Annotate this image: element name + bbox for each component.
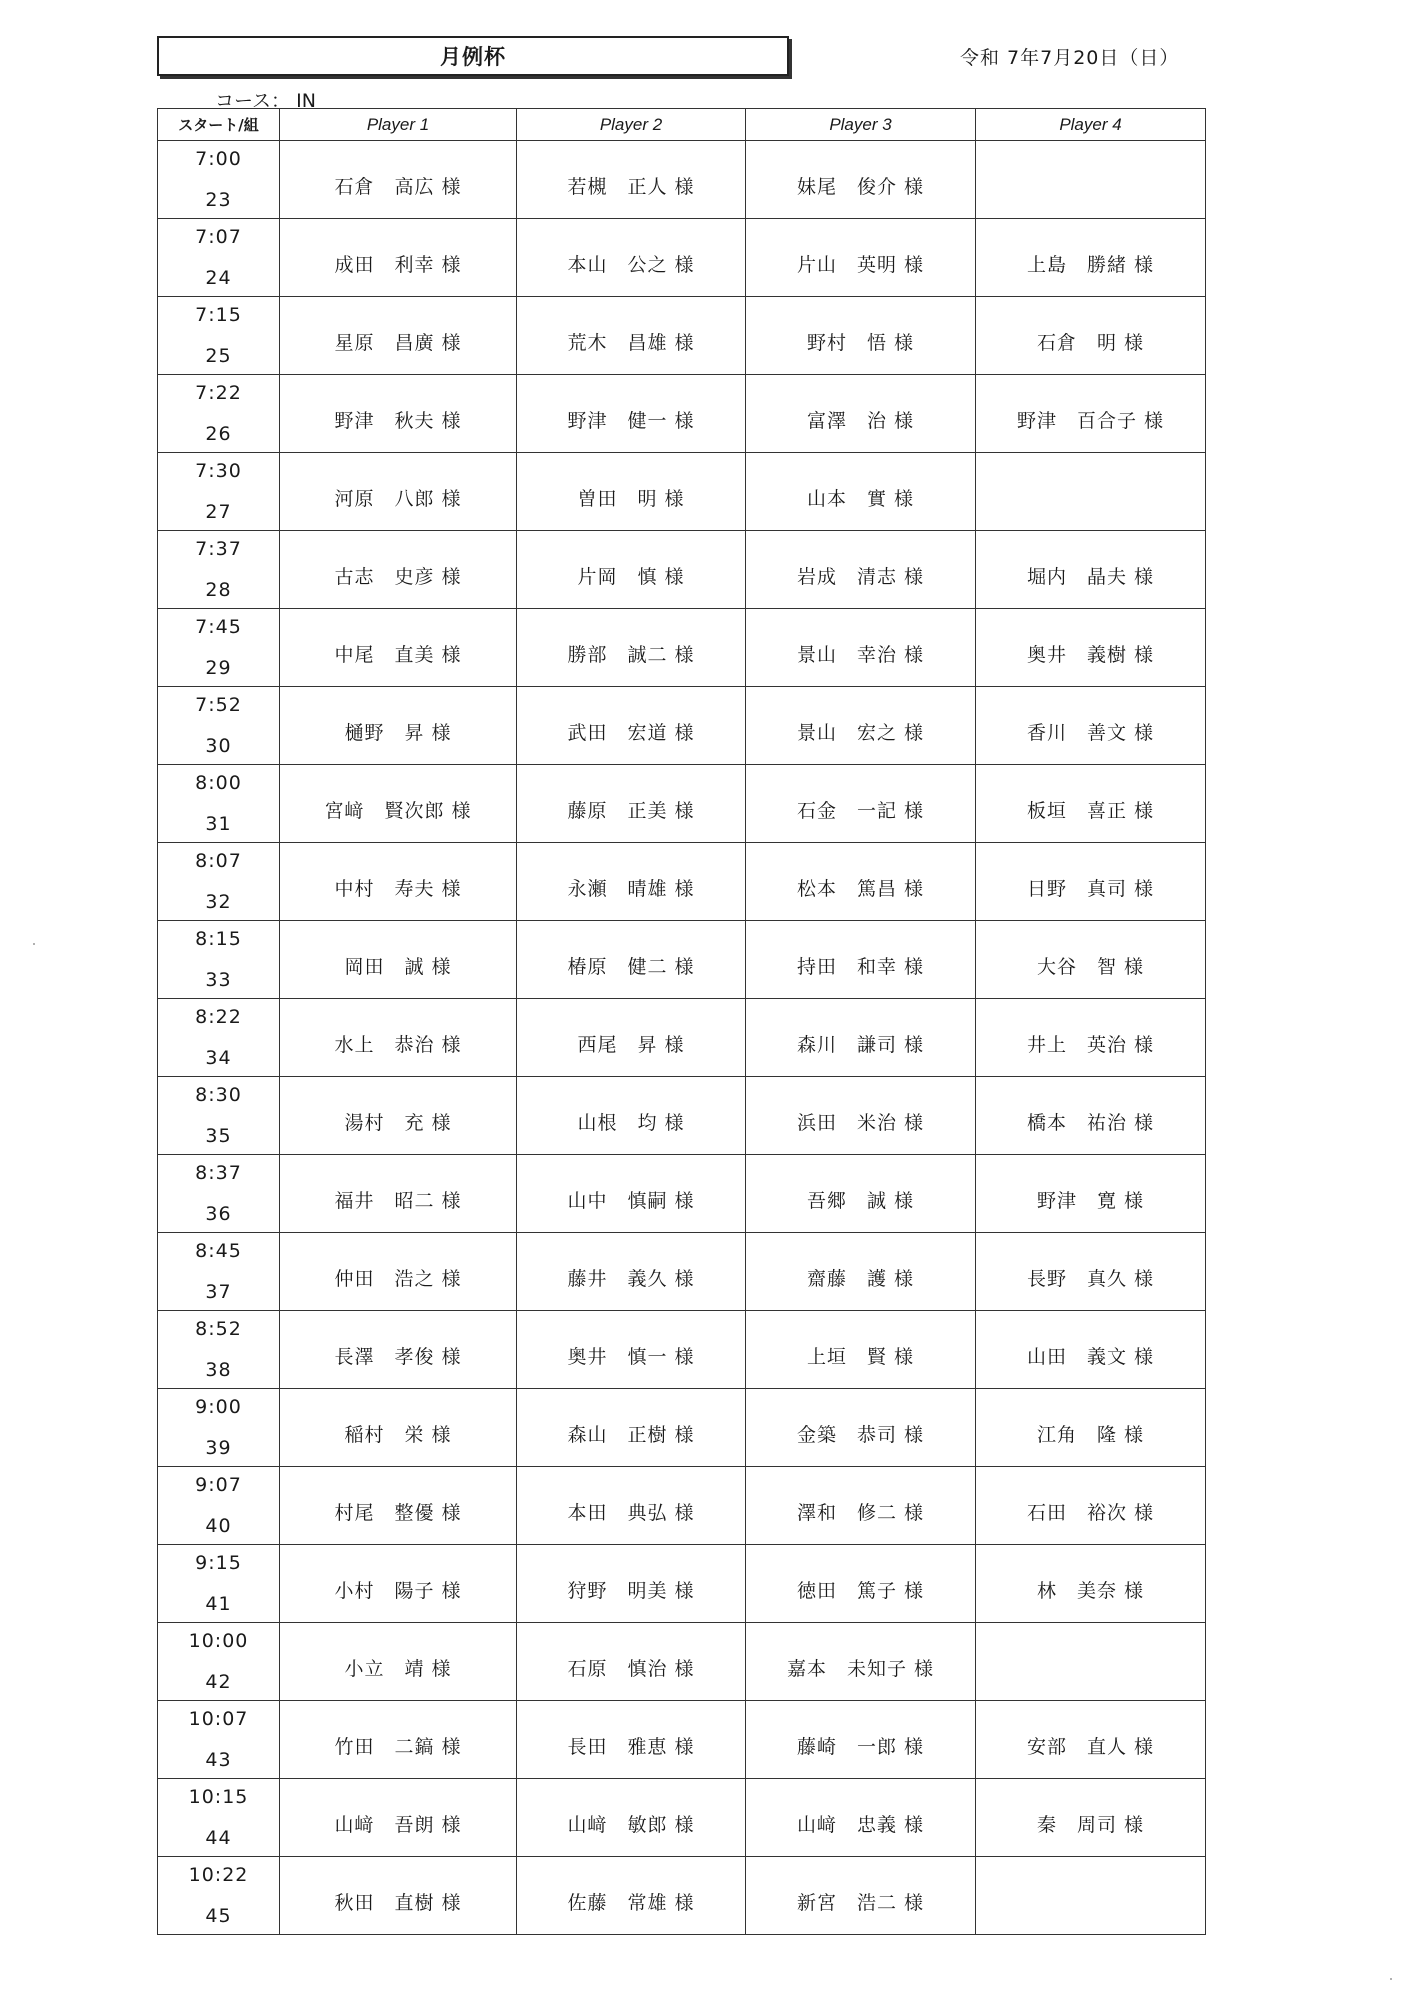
table-row bbox=[158, 453, 1206, 531]
player-name: 秋田 直樹 様 bbox=[334, 1892, 462, 1914]
group-number: 41 bbox=[205, 1592, 232, 1615]
player-name: 本田 典弘 様 bbox=[567, 1502, 695, 1524]
column-header-player-2: Player 2 bbox=[517, 109, 746, 141]
player-3-cell bbox=[746, 297, 976, 375]
player-3-cell bbox=[746, 453, 976, 531]
table-row bbox=[158, 375, 1206, 453]
group-number: 31 bbox=[205, 812, 232, 835]
player-name: 片山 英明 様 bbox=[796, 254, 925, 276]
group-number: 30 bbox=[205, 734, 232, 757]
group-number: 29 bbox=[205, 656, 232, 679]
player-name: 山﨑 敏郎 様 bbox=[567, 1814, 695, 1836]
player-2-cell bbox=[517, 609, 746, 687]
player-2-cell bbox=[517, 297, 746, 375]
player-1-cell bbox=[280, 1389, 517, 1467]
player-2-cell bbox=[517, 219, 746, 297]
start-time: 8:30 bbox=[195, 1083, 242, 1106]
player-name: 椿原 健二 様 bbox=[567, 956, 695, 978]
player-1-cell bbox=[280, 921, 517, 999]
player-2-cell bbox=[517, 687, 746, 765]
start-time: 8:00 bbox=[195, 771, 242, 794]
start-time: 7:52 bbox=[195, 693, 242, 716]
group-number: 32 bbox=[205, 890, 232, 913]
player-name: 武田 宏道 様 bbox=[567, 722, 695, 744]
player-name: 嘉本 未知子 様 bbox=[786, 1658, 935, 1680]
player-name: 石倉 明 様 bbox=[1036, 332, 1145, 354]
table-row bbox=[158, 609, 1206, 687]
player-1-cell bbox=[280, 141, 517, 219]
player-name: 藤井 義久 様 bbox=[567, 1268, 695, 1290]
player-3-cell bbox=[746, 1077, 976, 1155]
player-2-cell bbox=[517, 1155, 746, 1233]
player-3-cell bbox=[746, 375, 976, 453]
player-3-cell bbox=[746, 1779, 976, 1857]
start-group-cell bbox=[158, 921, 280, 999]
player-2-cell bbox=[517, 1077, 746, 1155]
player-1-cell bbox=[280, 843, 517, 921]
table-row bbox=[158, 1389, 1206, 1467]
player-1-cell bbox=[280, 1857, 517, 1935]
group-number: 28 bbox=[205, 578, 232, 601]
player-name: 村尾 整優 様 bbox=[334, 1502, 462, 1524]
player-name: 樋野 昇 様 bbox=[344, 722, 452, 744]
player-name: 藤原 正美 様 bbox=[567, 800, 695, 822]
player-1-cell bbox=[280, 999, 517, 1077]
player-name: 稲村 栄 様 bbox=[344, 1424, 452, 1446]
table-row bbox=[158, 999, 1206, 1077]
start-group-cell bbox=[158, 999, 280, 1077]
document-title: 月例杯 bbox=[157, 36, 789, 76]
player-name: 片岡 慎 様 bbox=[577, 566, 685, 588]
player-4-cell bbox=[976, 1233, 1206, 1311]
player-2-cell bbox=[517, 1857, 746, 1935]
event-date: 令和 7年7月20日（日） bbox=[960, 47, 1180, 69]
player-1-cell bbox=[280, 1155, 517, 1233]
player-name: 長野 真久 様 bbox=[1026, 1268, 1155, 1290]
player-2-cell bbox=[517, 375, 746, 453]
group-number: 34 bbox=[205, 1046, 232, 1069]
player-1-cell bbox=[280, 531, 517, 609]
player-1-cell bbox=[280, 1077, 517, 1155]
player-name: 松本 篤昌 様 bbox=[796, 878, 925, 900]
start-group-cell bbox=[158, 765, 280, 843]
player-4-cell bbox=[976, 531, 1206, 609]
table-row bbox=[158, 1467, 1206, 1545]
table-row bbox=[158, 1233, 1206, 1311]
column-header-player-4: Player 4 bbox=[976, 109, 1206, 141]
player-name: 岩成 清志 様 bbox=[796, 566, 925, 588]
player-1-cell bbox=[280, 1623, 517, 1701]
start-group-cell bbox=[158, 1311, 280, 1389]
start-group-cell bbox=[158, 1233, 280, 1311]
player-4-cell bbox=[976, 1545, 1206, 1623]
player-name: 秦 周司 様 bbox=[1036, 1814, 1145, 1836]
group-number: 45 bbox=[205, 1904, 232, 1927]
column-header-player-1: Player 1 bbox=[280, 109, 517, 141]
start-time: 10:07 bbox=[188, 1707, 249, 1730]
player-3-cell bbox=[746, 219, 976, 297]
player-4-cell bbox=[976, 999, 1206, 1077]
player-2-cell bbox=[517, 1311, 746, 1389]
start-group-cell bbox=[158, 1779, 280, 1857]
player-3-cell bbox=[746, 609, 976, 687]
player-name: 上島 勝緒 様 bbox=[1026, 254, 1155, 276]
table-row bbox=[158, 1857, 1206, 1935]
table-row bbox=[158, 1701, 1206, 1779]
player-1-cell bbox=[280, 219, 517, 297]
start-group-cell bbox=[158, 1857, 280, 1935]
player-name: 浜田 米治 様 bbox=[796, 1112, 925, 1134]
player-3-cell bbox=[746, 1467, 976, 1545]
start-group-cell bbox=[158, 219, 280, 297]
player-name: 長澤 孝俊 様 bbox=[334, 1346, 462, 1368]
start-group-cell bbox=[158, 531, 280, 609]
player-name: 持田 和幸 様 bbox=[796, 956, 925, 978]
player-name: 澤和 修二 様 bbox=[796, 1502, 925, 1524]
start-group-cell bbox=[158, 843, 280, 921]
start-group-cell bbox=[158, 1155, 280, 1233]
player-name: 香川 善文 様 bbox=[1026, 722, 1155, 744]
player-1-cell bbox=[280, 765, 517, 843]
player-name: 大谷 智 様 bbox=[1036, 956, 1145, 978]
column-header-start-group: スタート/組 bbox=[158, 109, 280, 141]
player-1-cell bbox=[280, 297, 517, 375]
player-4-cell bbox=[976, 1311, 1206, 1389]
player-2-cell bbox=[517, 921, 746, 999]
player-name: 石田 裕次 様 bbox=[1026, 1502, 1155, 1524]
start-time: 7:45 bbox=[195, 615, 242, 638]
table-row bbox=[158, 1311, 1206, 1389]
player-name: 星原 昌廣 様 bbox=[334, 332, 462, 354]
player-1-cell bbox=[280, 375, 517, 453]
player-name: 堀内 晶夫 様 bbox=[1026, 566, 1155, 588]
table-row bbox=[158, 1077, 1206, 1155]
player-2-cell bbox=[517, 999, 746, 1077]
player-1-cell bbox=[280, 687, 517, 765]
player-1-cell bbox=[280, 1701, 517, 1779]
table-row bbox=[158, 843, 1206, 921]
table-row bbox=[158, 1623, 1206, 1701]
player-4-cell bbox=[976, 843, 1206, 921]
player-4-cell bbox=[976, 1857, 1206, 1935]
table-row bbox=[158, 219, 1206, 297]
player-4-cell bbox=[976, 375, 1206, 453]
player-name: 山﨑 忠義 様 bbox=[796, 1814, 925, 1836]
player-4-cell bbox=[976, 1155, 1206, 1233]
player-name: 藤崎 一郎 様 bbox=[796, 1736, 925, 1758]
start-time: 7:37 bbox=[195, 537, 242, 560]
player-name: 景山 幸治 様 bbox=[796, 644, 925, 666]
scan-speck bbox=[33, 943, 35, 945]
column-header-player-3: Player 3 bbox=[746, 109, 976, 141]
start-group-cell bbox=[158, 453, 280, 531]
player-name: 狩野 明美 様 bbox=[567, 1580, 695, 1602]
player-name: 成田 利幸 様 bbox=[334, 254, 462, 276]
player-name: 石倉 高広 様 bbox=[334, 176, 462, 198]
player-3-cell bbox=[746, 141, 976, 219]
player-1-cell bbox=[280, 1233, 517, 1311]
start-time: 7:22 bbox=[195, 381, 242, 404]
player-2-cell bbox=[517, 1779, 746, 1857]
start-group-cell bbox=[158, 1623, 280, 1701]
table-row bbox=[158, 765, 1206, 843]
player-3-cell bbox=[746, 999, 976, 1077]
player-3-cell bbox=[746, 1155, 976, 1233]
player-name: 井上 英治 様 bbox=[1026, 1034, 1155, 1056]
player-2-cell bbox=[517, 1545, 746, 1623]
table-row bbox=[158, 921, 1206, 999]
start-group-cell bbox=[158, 1545, 280, 1623]
player-name: 妹尾 俊介 様 bbox=[796, 176, 925, 198]
player-name: 曽田 明 様 bbox=[577, 488, 685, 510]
start-group-cell bbox=[158, 141, 280, 219]
player-name: 湯村 充 様 bbox=[344, 1112, 452, 1134]
player-name: 奥井 慎一 様 bbox=[567, 1346, 695, 1368]
player-2-cell bbox=[517, 843, 746, 921]
player-name: 吾郷 誠 様 bbox=[806, 1190, 915, 1212]
start-time: 9:07 bbox=[195, 1473, 242, 1496]
player-name: 勝部 誠二 様 bbox=[567, 644, 695, 666]
player-4-cell bbox=[976, 765, 1206, 843]
table-row bbox=[158, 531, 1206, 609]
player-3-cell bbox=[746, 1623, 976, 1701]
table-row bbox=[158, 1779, 1206, 1857]
group-number: 44 bbox=[205, 1826, 232, 1849]
player-3-cell bbox=[746, 1857, 976, 1935]
player-name: 野村 悟 様 bbox=[806, 332, 915, 354]
player-2-cell bbox=[517, 1623, 746, 1701]
player-name: 山田 義文 様 bbox=[1026, 1346, 1155, 1368]
start-time: 7:07 bbox=[195, 225, 242, 248]
player-4-cell bbox=[976, 609, 1206, 687]
start-time: 9:00 bbox=[195, 1395, 242, 1418]
start-group-cell bbox=[158, 297, 280, 375]
player-name: 齋藤 護 様 bbox=[806, 1268, 915, 1290]
player-4-cell bbox=[976, 1623, 1206, 1701]
tee-time-table bbox=[157, 108, 1206, 1935]
player-3-cell bbox=[746, 1311, 976, 1389]
group-number: 39 bbox=[205, 1436, 232, 1459]
player-name: 金築 恭司 様 bbox=[796, 1424, 925, 1446]
player-name: 板垣 喜正 様 bbox=[1026, 800, 1155, 822]
start-time: 7:30 bbox=[195, 459, 242, 482]
player-4-cell bbox=[976, 1077, 1206, 1155]
start-group-cell bbox=[158, 1701, 280, 1779]
group-number: 37 bbox=[205, 1280, 232, 1303]
table-row bbox=[158, 687, 1206, 765]
player-name: 富澤 治 様 bbox=[806, 410, 915, 432]
group-number: 33 bbox=[205, 968, 232, 991]
group-number: 40 bbox=[205, 1514, 232, 1537]
group-number: 38 bbox=[205, 1358, 232, 1381]
player-name: 山根 均 様 bbox=[577, 1112, 685, 1134]
player-1-cell bbox=[280, 453, 517, 531]
start-time: 8:52 bbox=[195, 1317, 242, 1340]
group-number: 35 bbox=[205, 1124, 232, 1147]
player-1-cell bbox=[280, 1779, 517, 1857]
table-header-row bbox=[158, 109, 1206, 141]
player-3-cell bbox=[746, 921, 976, 999]
player-2-cell bbox=[517, 1389, 746, 1467]
player-2-cell bbox=[517, 765, 746, 843]
player-name: 山﨑 吾朗 様 bbox=[334, 1814, 462, 1836]
player-name: 野津 健一 様 bbox=[567, 410, 695, 432]
player-3-cell bbox=[746, 1701, 976, 1779]
player-3-cell bbox=[746, 1545, 976, 1623]
start-time: 9:15 bbox=[195, 1551, 242, 1574]
player-3-cell bbox=[746, 687, 976, 765]
player-4-cell bbox=[976, 297, 1206, 375]
start-time: 10:22 bbox=[188, 1863, 249, 1886]
player-name: 景山 宏之 様 bbox=[796, 722, 925, 744]
start-group-cell bbox=[158, 1389, 280, 1467]
player-name: 上垣 賢 様 bbox=[806, 1346, 915, 1368]
player-3-cell bbox=[746, 1389, 976, 1467]
start-time: 7:15 bbox=[195, 303, 242, 326]
player-2-cell bbox=[517, 531, 746, 609]
player-3-cell bbox=[746, 531, 976, 609]
group-number: 43 bbox=[205, 1748, 232, 1771]
player-4-cell bbox=[976, 1779, 1206, 1857]
start-time: 8:15 bbox=[195, 927, 242, 950]
table-row bbox=[158, 1155, 1206, 1233]
player-name: 徳田 篤子 様 bbox=[796, 1580, 925, 1602]
player-3-cell bbox=[746, 1233, 976, 1311]
player-name: 山中 慎嗣 様 bbox=[567, 1190, 695, 1212]
player-name: 永瀬 晴雄 様 bbox=[567, 878, 695, 900]
table-row bbox=[158, 1545, 1206, 1623]
player-4-cell bbox=[976, 141, 1206, 219]
start-time: 8:45 bbox=[195, 1239, 242, 1262]
player-4-cell bbox=[976, 1701, 1206, 1779]
player-1-cell bbox=[280, 1467, 517, 1545]
player-name: 長田 雅恵 様 bbox=[567, 1736, 695, 1758]
player-name: 西尾 昇 様 bbox=[577, 1034, 685, 1056]
table-row bbox=[158, 297, 1206, 375]
player-name: 佐藤 常雄 様 bbox=[567, 1892, 695, 1914]
player-name: 岡田 誠 様 bbox=[344, 956, 452, 978]
player-name: 河原 八郎 様 bbox=[334, 488, 462, 510]
group-number: 42 bbox=[205, 1670, 232, 1693]
start-time: 10:15 bbox=[188, 1785, 249, 1808]
player-4-cell bbox=[976, 921, 1206, 999]
start-group-cell bbox=[158, 1467, 280, 1545]
player-name: 野津 秋夫 様 bbox=[334, 410, 462, 432]
player-name: 中村 寿夫 様 bbox=[334, 878, 462, 900]
player-1-cell bbox=[280, 609, 517, 687]
start-group-cell bbox=[158, 375, 280, 453]
start-group-cell bbox=[158, 687, 280, 765]
table-row bbox=[158, 141, 1206, 219]
player-1-cell bbox=[280, 1545, 517, 1623]
player-2-cell bbox=[517, 1467, 746, 1545]
player-name: 林 美奈 様 bbox=[1036, 1580, 1145, 1602]
start-time: 8:07 bbox=[195, 849, 242, 872]
start-time: 8:22 bbox=[195, 1005, 242, 1028]
player-name: 石金 一記 様 bbox=[796, 800, 925, 822]
player-name: 竹田 二鎬 様 bbox=[334, 1736, 462, 1758]
player-name: 安部 直人 様 bbox=[1026, 1736, 1155, 1758]
player-name: 福井 昭二 様 bbox=[334, 1190, 462, 1212]
player-4-cell bbox=[976, 1467, 1206, 1545]
player-4-cell bbox=[976, 219, 1206, 297]
player-name: 新宮 浩二 様 bbox=[796, 1892, 925, 1914]
player-name: 日野 真司 様 bbox=[1026, 878, 1155, 900]
player-2-cell bbox=[517, 141, 746, 219]
player-3-cell bbox=[746, 765, 976, 843]
player-name: 仲田 浩之 様 bbox=[334, 1268, 462, 1290]
player-4-cell bbox=[976, 1389, 1206, 1467]
player-2-cell bbox=[517, 1233, 746, 1311]
player-name: 森山 正樹 様 bbox=[567, 1424, 695, 1446]
player-4-cell bbox=[976, 453, 1206, 531]
player-name: 野津 寛 様 bbox=[1036, 1190, 1145, 1212]
group-number: 26 bbox=[205, 422, 232, 445]
start-time: 8:37 bbox=[195, 1161, 242, 1184]
start-group-cell bbox=[158, 1077, 280, 1155]
player-name: 橋本 祐治 様 bbox=[1026, 1112, 1155, 1134]
player-2-cell bbox=[517, 453, 746, 531]
group-number: 25 bbox=[205, 344, 232, 367]
group-number: 23 bbox=[205, 188, 232, 211]
player-1-cell bbox=[280, 1311, 517, 1389]
player-name: 中尾 直美 様 bbox=[334, 644, 462, 666]
table-body bbox=[158, 141, 1206, 1935]
player-name: 小村 陽子 様 bbox=[334, 1580, 462, 1602]
group-number: 36 bbox=[205, 1202, 232, 1225]
player-name: 宮﨑 賢次郎 様 bbox=[324, 800, 472, 822]
start-time: 7:00 bbox=[195, 147, 242, 170]
player-name: 奥井 義樹 様 bbox=[1026, 644, 1155, 666]
player-name: 野津 百合子 様 bbox=[1016, 410, 1165, 432]
player-name: 森川 謙司 様 bbox=[796, 1034, 925, 1056]
player-name: 若槻 正人 様 bbox=[567, 176, 695, 198]
player-name: 荒木 昌雄 様 bbox=[567, 332, 695, 354]
player-name: 山本 實 様 bbox=[806, 488, 915, 510]
start-time: 10:00 bbox=[188, 1629, 249, 1652]
course-label: コース： IN bbox=[215, 90, 316, 112]
group-number: 24 bbox=[205, 266, 232, 289]
player-3-cell bbox=[746, 843, 976, 921]
player-name: 本山 公之 様 bbox=[567, 254, 695, 276]
player-name: 江角 隆 様 bbox=[1036, 1424, 1145, 1446]
group-number: 27 bbox=[205, 500, 232, 523]
player-name: 水上 恭治 様 bbox=[334, 1034, 462, 1056]
player-2-cell bbox=[517, 1701, 746, 1779]
player-name: 小立 靖 様 bbox=[344, 1658, 452, 1680]
scan-speck bbox=[1390, 1978, 1392, 1980]
player-4-cell bbox=[976, 687, 1206, 765]
start-group-cell bbox=[158, 609, 280, 687]
player-name: 古志 史彦 様 bbox=[334, 566, 462, 588]
player-name: 石原 慎治 様 bbox=[567, 1658, 695, 1680]
